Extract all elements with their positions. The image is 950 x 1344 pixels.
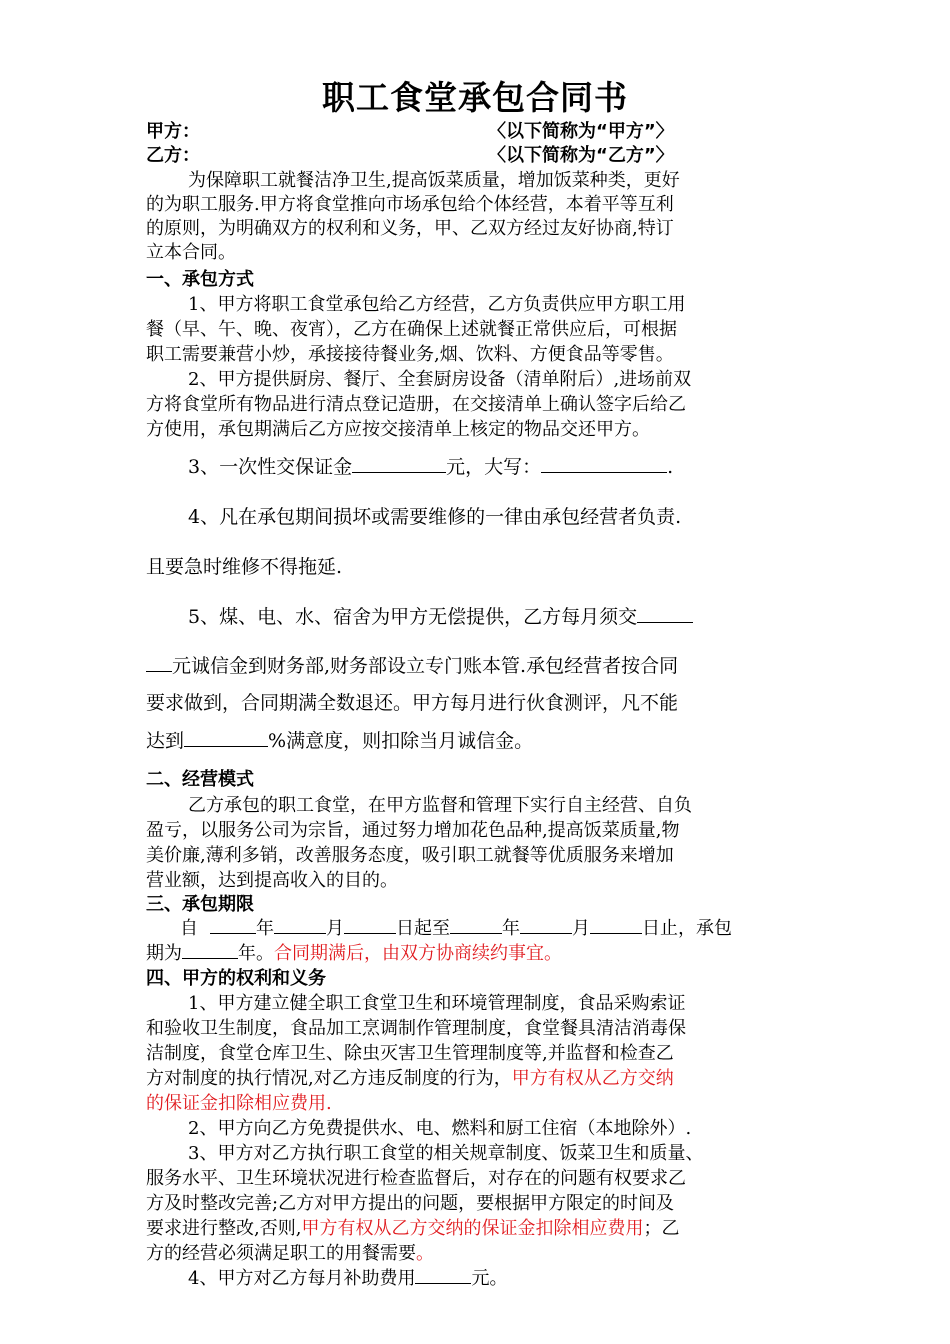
monthly-fee-blank [637,606,693,623]
party-b-label: 乙方： [146,145,200,166]
clause-line [146,1267,826,1290]
clause-line [146,730,826,753]
section-heading: 一、承包方式 [146,269,254,290]
subsidy-blank [415,1267,471,1284]
start-month-blank [274,917,326,934]
clause-line: 3、甲方对乙方执行职工食堂的相关规章制度、饭菜卫生和质量、 [188,1143,704,1164]
intro-line: 立本合同。 [146,242,236,263]
clause-text: ；乙 [643,1218,680,1239]
clause-text: %满意度，则扣除当月诚信金。 [268,730,534,752]
clause-line: 1、甲方将职工食堂承包给乙方经营，乙方负责供应甲方职工用 [188,294,686,315]
intro-line: 为保障职工就餐洁净卫生,提高饭菜质量，增加饭菜种类，更好 [188,170,680,191]
clause-line: 1、甲方建立健全职工食堂卫生和环境管理制度，食品采购索证 [188,993,686,1014]
clause-line: 营业额，达到提高收入的目的。 [146,870,398,891]
term-year-label: 年 [256,918,274,939]
document-title: 职工食堂承包合同书 [322,78,628,117]
clause-line: 职工需要兼营小炒，承接接待餐业务,烟、饮料、方便食品等零售。 [146,344,674,365]
party-a-note: 〈以下简称为“甲方”〉 [488,121,674,142]
clause-deposit-line [146,456,826,479]
term-year-label: 年 [502,918,520,939]
penalty-note: 甲方有权从乙方交纳 [511,1068,674,1089]
term-period-unit: 年。 [238,943,274,964]
period-years-blank [182,942,238,959]
intro-line: 的为职工服务.甲方将食堂推向市场承包给个体经营，本着平等互利 [146,194,674,215]
term-day-to-label: 日止，承包 [642,918,732,939]
start-day-blank [344,917,396,934]
clause-line: 且要急时维修不得拖延. [146,556,343,578]
term-line [146,942,826,965]
clause-line: 餐（早、午、晚、夜宵），乙方在确保上述就餐正常供应后，可根据 [146,319,677,340]
clause-line [146,655,826,678]
deposit-end: . [667,456,674,478]
clause-text: 5、煤、电、水、宿舍为甲方无偿提供，乙方每月须交 [188,606,638,628]
clause-line: 方使用，承包期满后乙方应按交接清单上核定的物品交还甲方。 [146,419,650,440]
clause-line: 洁制度，食堂仓库卫生、除虫灭害卫生管理制度等,并监督和检查乙 [146,1043,674,1064]
clause-line: 方将食堂所有物品进行清点登记造册，在交接清单上确认签字后给乙 [146,394,686,415]
section-heading: 三、承包期限 [146,894,254,915]
clause-line: 2、甲方向乙方免费提供水、电、燃料和厨工住宿（本地除外）. [188,1118,692,1139]
clause-line: 要求做到，合同期满全数退还。甲方每月进行伙食测评，凡不能 [146,692,679,714]
clause-line: 2、甲方提供厨房、餐厅、全套厨房设备（清单附后）,进场前双 [188,369,692,390]
deposit-words-blank [541,456,667,473]
clause-line [146,1217,826,1240]
penalty-note: 甲方有权从乙方交纳的保证金扣除相应费用 [301,1218,644,1239]
term-from: 自 [180,918,198,939]
end-day-blank [590,917,642,934]
section-heading: 四、甲方的权利和义务 [146,968,326,989]
term-month-label: 月 [326,918,344,939]
clause-line [146,606,826,629]
clause-line: 方及时整改完善;乙方对甲方提出的问题，要根据甲方限定的时间及 [146,1193,675,1214]
party-b-line [146,144,826,167]
deposit-words-label: 元，大写： [446,456,542,478]
start-year-blank [210,917,256,934]
party-b-note: 〈以下简称为“乙方”〉 [488,145,674,166]
clause-line: 4、凡在承包期间损坏或需要维修的一律由承包经营者负责. [188,506,682,528]
term-day-from-label: 日起至 [396,918,450,939]
red-period: 。 [416,1243,434,1264]
clause-text: 元。 [471,1268,508,1289]
clause-line [146,1067,826,1090]
clause-text: 4、甲方对乙方每月补助费用 [188,1268,416,1289]
clause-text: 方的经营必须满足职工的用餐需要 [146,1243,416,1264]
intro-line: 的原则，为明确双方的权利和义务，甲、乙双方经过友好协商,特订 [146,218,674,239]
clause-text: 方对制度的执行情况,对乙方违反制度的行为， [146,1068,512,1089]
party-a-line [146,120,826,143]
clause-line: 美价廉,薄利多销，改善服务态度，吸引职工就餐等优质服务来增加 [146,845,674,866]
clause-line: 盈亏，以服务公司为宗旨，通过努力增加花色品种,提高饭菜质量,物 [146,820,680,841]
end-year-blank [450,917,502,934]
clause-line: 和验收卫生制度，食品加工烹调制作管理制度，食堂餐具清洁消毒保 [146,1018,686,1039]
clause-line: 乙方承包的职工食堂，在甲方监督和管理下实行自主经营、自负 [188,795,692,816]
clause-text: 要求进行整改,否则, [146,1218,302,1239]
penalty-note: 的保证金扣除相应费用. [146,1093,332,1114]
clause-text: 达到 [146,730,185,752]
deposit-amount-blank [352,456,446,473]
clause-line: 服务水平、卫生环境状况进行检查监督后，对存在的问题有权要求乙 [146,1168,686,1189]
clause-text: 元诚信金到财务部,财务部设立专门账本管.承包经营者按合同 [172,655,679,677]
monthly-fee-blank-cont [146,655,172,672]
satisfaction-blank [184,730,268,747]
renewal-note: 合同期满后，由双方协商续约事宜。 [274,943,562,964]
clause-line [146,1242,826,1265]
deposit-text: 3、一次性交保证金 [188,456,353,478]
term-month-label: 月 [572,918,590,939]
party-a-label: 甲方： [146,121,200,142]
term-period-label: 期为 [146,943,182,964]
section-heading: 二、经营模式 [146,769,254,790]
term-line [146,917,826,940]
end-month-blank [520,917,572,934]
